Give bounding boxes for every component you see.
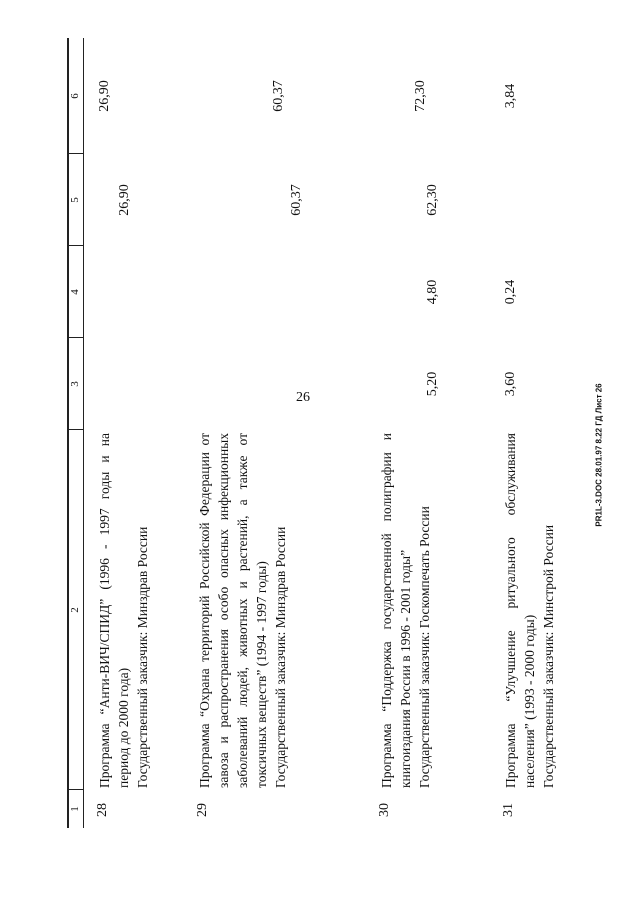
table-rotated — [67, 38, 597, 828]
program-customer: Государственный заказчик: Минстрой России — [541, 524, 556, 788]
value-col5: 60,37 — [289, 184, 304, 216]
header-bottom-rule — [83, 38, 84, 828]
value-col4: 0,24 — [503, 279, 518, 305]
program-customer: Государственный заказчик: Госкомпечать России — [417, 506, 432, 788]
column-header: 4 — [69, 289, 81, 295]
document-footer: PR1L-3.DOC 28.01.97 8.22 ГД Лист 26 — [594, 383, 604, 527]
column-header: 3 — [69, 381, 81, 387]
column-header: 2 — [69, 607, 81, 613]
program-cell — [95, 433, 152, 788]
column-header: 6 — [69, 93, 81, 99]
table-row — [95, 38, 187, 828]
program-customer: Государственный заказчик: Минздрав России — [135, 526, 150, 788]
value-col6: 60,37 — [271, 80, 286, 112]
table-row — [377, 38, 487, 828]
value-col3: 3,60 — [503, 371, 518, 397]
program-name: Программа “Охрана территорий Российской Федерации от завоза и распространения особо опасных инфекционных заболеваний людей, животных и растений, а также от токсичных веществ” (1994 - 1997 годы) — [197, 433, 269, 788]
value-col6: 3,84 — [503, 83, 518, 109]
value-col5: 62,30 — [425, 184, 440, 216]
value-col5: 26,90 — [117, 184, 132, 216]
page-number: 26 — [296, 390, 310, 405]
value-col6: 72,30 — [413, 80, 428, 112]
row-number: 29 — [195, 803, 210, 817]
column-header: 5 — [69, 197, 81, 203]
value-col6: 26,90 — [97, 80, 112, 112]
value-col4: 4,80 — [425, 279, 440, 305]
table-row — [501, 38, 591, 828]
program-name: Программа “Поддержка государственной полиграфии и книгоиздания России в 1996 - 2001 годы” — [379, 433, 413, 788]
program-name: Программа “Анти-ВИЧ/СПИД” (1996 - 1997 годы и на период до 2000 года) — [97, 433, 131, 788]
table-row — [195, 38, 365, 828]
row-number: 28 — [95, 803, 110, 817]
value-col3: 5,20 — [425, 371, 440, 397]
program-cell — [501, 433, 558, 788]
footer-wrap — [595, 125, 603, 785]
row-number: 31 — [501, 803, 516, 817]
column-header: 1 — [69, 806, 81, 812]
program-cell — [195, 433, 290, 788]
budget-table — [67, 38, 597, 828]
program-cell — [377, 433, 434, 788]
program-customer: Государственный заказчик: Минздрав России — [273, 526, 288, 788]
row-number: 30 — [377, 803, 392, 817]
program-name: Программа “Улучшение ритуального обслуживания населения” (1993 - 2000 годы) — [503, 433, 537, 788]
